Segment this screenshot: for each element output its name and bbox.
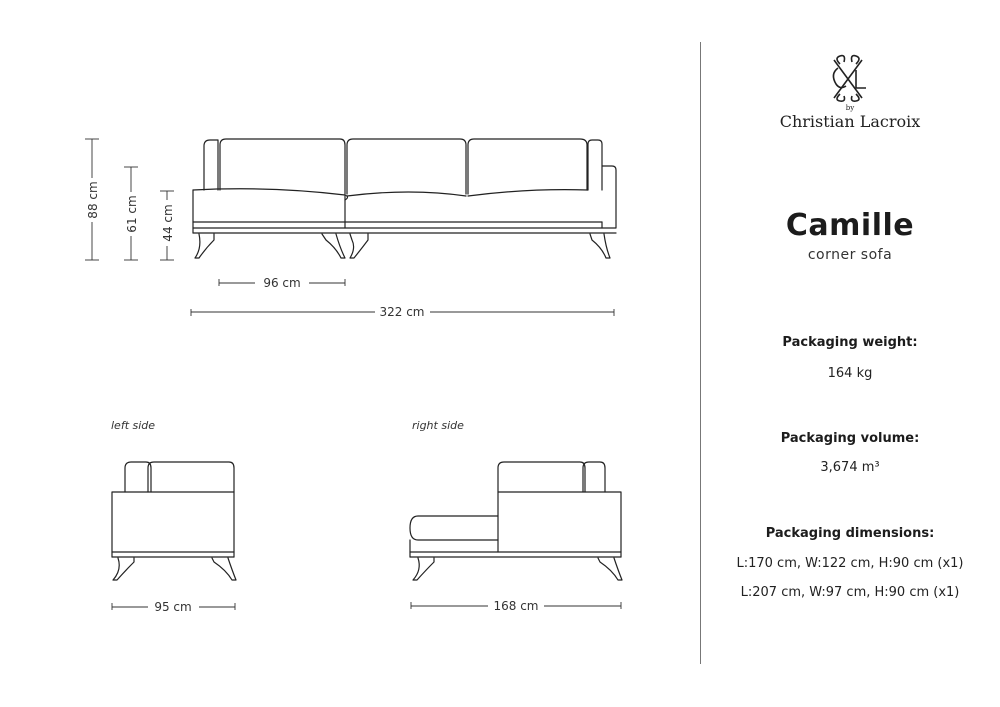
packaging-volume-value: 3,674 m³ [820, 460, 880, 475]
left-side-view-sofa [112, 462, 236, 580]
height-armrest-label: 61 cm [125, 195, 139, 233]
packaging-volume-label: Packaging volume: [780, 431, 920, 446]
packaging-weight-value: 164 kg [827, 366, 873, 381]
packaging-dimensions-line-2: L:207 cm, W:97 cm, H:90 cm (x1) [740, 585, 960, 600]
packaging-dimensions-label: Packaging dimensions: [765, 526, 935, 541]
height-total-label: 88 cm [86, 181, 100, 219]
product-name: Camille [785, 208, 915, 243]
right-side-view-sofa [410, 462, 622, 580]
width-total-label: 322 cm [379, 305, 425, 319]
height-seat-label: 44 cm [161, 204, 175, 242]
left-side-depth-label: 95 cm [154, 600, 192, 614]
packaging-dimensions-line-1: L:170 cm, W:122 cm, H:90 cm (x1) [736, 556, 964, 571]
left-side-view-label: left side [111, 419, 156, 432]
seat-depth-label: 96 cm [263, 276, 301, 290]
right-side-view-label: right side [412, 419, 464, 432]
product-info-panel [700, 0, 1000, 707]
front-view-sofa [193, 139, 616, 258]
packaging-weight-label: Packaging weight: [782, 335, 918, 350]
brand-name: Christian Lacroix [779, 112, 921, 131]
right-side-depth-label: 168 cm [493, 599, 539, 613]
product-type: corner sofa [807, 247, 893, 263]
brand-by: by [845, 104, 855, 112]
brand-logo [826, 54, 870, 102]
